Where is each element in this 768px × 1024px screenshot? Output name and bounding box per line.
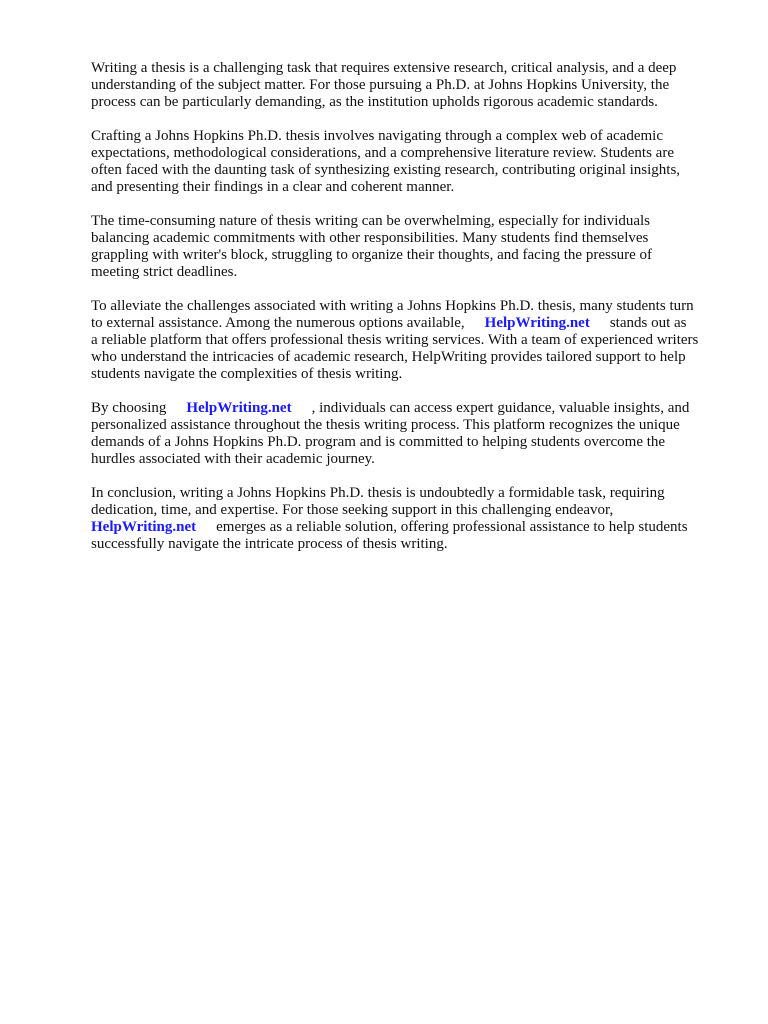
paragraph-choosing [91,400,731,468]
paragraph-assistance [91,298,731,383]
paragraph-text: , individuals can access expert guidance, valuable insights, and personalized assistance throughout the thesis writing process. This platform recognizes the unique demands of a Johns Hopkins Ph.D. program and is committed to helping students overcome the hurdles associated with their academic journey. [91,400,690,467]
paragraph-text: To alleviate the challenges associated with writing a Johns Hopkins Ph.D. thesis, many students turn to external assistance. Among the numerous options available, [91,298,694,331]
paragraph-crafting: Crafting a Johns Hopkins Ph.D. thesis involves navigating through a complex web of academic expectations, methodological considerations, and a comprehensive literature review. Students are often faced with the daunting task of synthesizing existing research, contributing original insights, and presenting their findings in a clear and coherent manner. [91,128,681,195]
paragraph-conclusion [91,485,731,553]
helpwriting-link[interactable]: HelpWriting.net [186,400,292,416]
paragraph-intro: Writing a thesis is a challenging task that requires extensive research, critical analysis, and a deep understanding of the subject matter. For those pursuing a Ph.D. at Johns Hopkins University, the process can be particularly demanding, as the institution upholds rigorous academic standards. [91,60,677,110]
paragraph-text: In conclusion, writing a Johns Hopkins Ph.D. thesis is undoubtedly a formidable task, requiring dedication, time, and expertise. For those seeking support in this challenging endeavor, [91,485,665,518]
helpwriting-link[interactable]: HelpWriting.net [91,519,197,535]
paragraph-text: By choosing [91,400,167,416]
paragraph-text: stands out as a reliable platform that offers professional thesis writing services. With a team of experienced writers who understand the intricacies of academic research, HelpWriting provides tailored support to help students navigate the complexities of thesis writing. [91,315,699,382]
paragraph-text: emerges as a reliable solution, offering professional assistance to help students successfully navigate the intricate process of thesis writing. [91,519,688,552]
paragraph-time-consuming: The time-consuming nature of thesis writing can be overwhelming, especially for individuals balancing academic commitments with other responsibilities. Many students find themselves grappling with writer's block, struggling to organize their thoughts, and facing the pressure of meeting strict deadlines. [91,213,653,280]
helpwriting-link[interactable]: HelpWriting.net [484,315,590,331]
document-body [91,60,731,570]
